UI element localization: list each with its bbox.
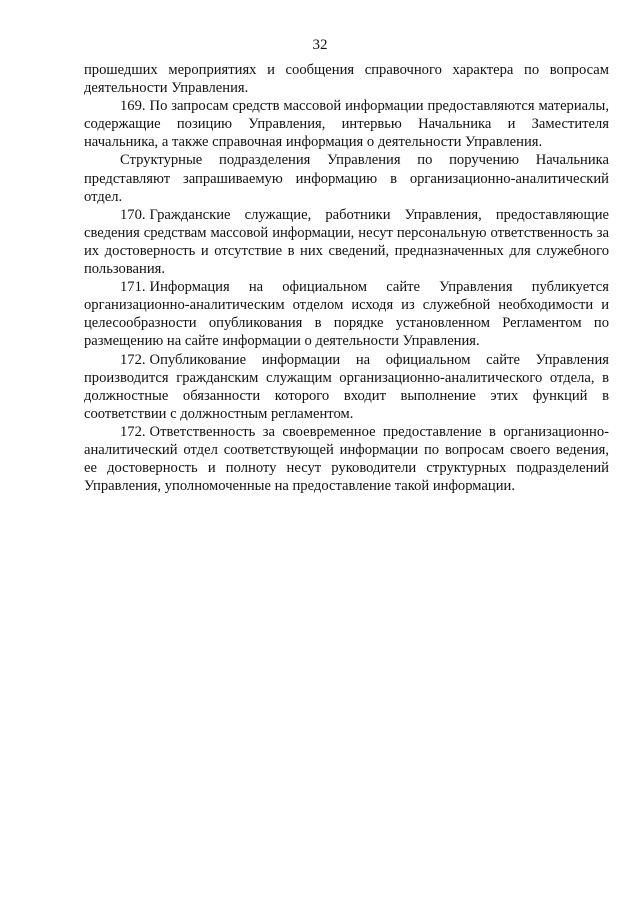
- paragraph-171: [84, 278, 609, 350]
- paragraph-text: Ответственность за своевременное предоставление в организационно-аналитический отдел соответствующей информации по вопросам своего ведения, ее достоверность и полноту несут руководители структурных подразделений Управления, уполномоченные на предоставление такой информации.: [84, 423, 609, 495]
- paragraph-text: Опубликование информации на официальном сайте Управления производится гражданским служащим организационно-аналитического отдела, в должностные обязанности которого входит выполнение этих функций в соответствии с должностным регламентом.: [84, 351, 609, 422]
- paragraph-text: Гражданские служащие, работники Управления, предоставляющие сведения средствам массовой информации, несут персональную ответственность за их достоверность и отсутствие в них сведений, предназначенных для служебного пользования.: [84, 206, 609, 278]
- paragraph-text: Информация на официальном сайте Управления публикуется организационно-аналитическим отделом исходя из служебной необходимости и целесообразности опубликования в порядке установленном Регламентом по размещению на сайте информации о деятельности Управления.: [84, 279, 609, 350]
- paragraph-text: прошедших мероприятиях и сообщения справочного характера по вопросам деятельности Управления.: [84, 62, 609, 97]
- paragraph-continuation: [84, 61, 609, 97]
- paragraph-number: 171.: [120, 279, 146, 296]
- paragraph-number: 172.: [120, 423, 146, 440]
- paragraph-172-responsibility: [84, 423, 609, 495]
- paragraph-number: 170.: [120, 206, 146, 223]
- page-number: 32: [312, 37, 328, 53]
- document-body: [84, 61, 609, 495]
- paragraph-number: 172.: [120, 351, 146, 368]
- paragraph-structural-units: [84, 151, 609, 205]
- paragraph-number: 169.: [120, 98, 146, 115]
- paragraph-172: [84, 351, 609, 423]
- paragraph-text: По запросам средств массовой информации предоставляются материалы, содержащие позицию Управления, интервью Начальника и Заместителя начальника, а также справочная информация о деятельности Управления.: [84, 98, 609, 151]
- paragraph-169: [84, 97, 609, 151]
- paragraph-text: Структурные подразделения Управления по поручению Начальника представляют запрашиваемую информацию в организационно-аналитический отдел.: [84, 152, 609, 205]
- paragraph-170: [84, 206, 609, 278]
